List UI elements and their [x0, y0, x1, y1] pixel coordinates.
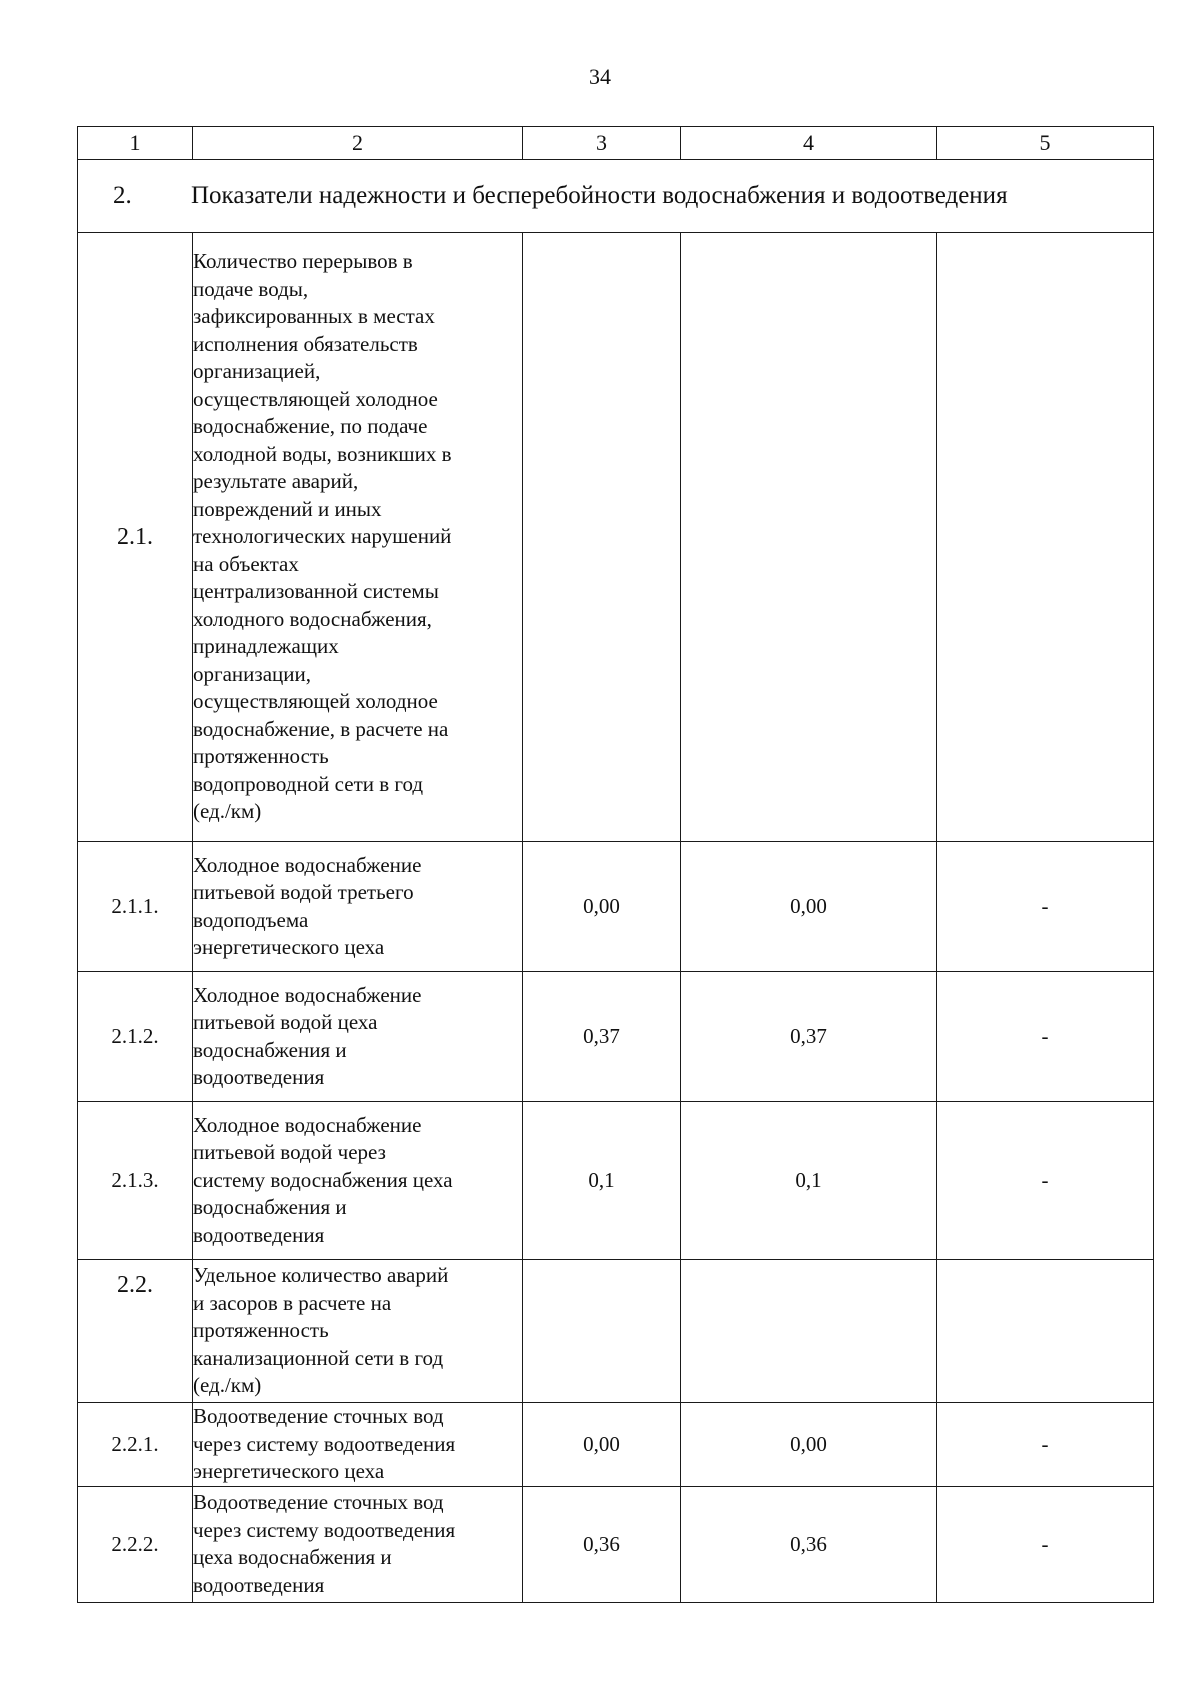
value-col5: - [937, 1403, 1154, 1487]
row-number: 2.1.1. [78, 842, 193, 972]
row-number: 2.2. [78, 1260, 193, 1403]
description-line: (ед./км) [193, 799, 262, 824]
value-col5 [937, 1260, 1154, 1403]
value-col4: 0,1 [681, 1102, 937, 1260]
row-description [193, 1403, 523, 1487]
section-title: Показатели надежности и бесперебойности водоснабжения и водоотведения [191, 182, 1008, 209]
column-number-4: 4 [681, 127, 937, 160]
description-line: (ед./км) [193, 1373, 262, 1398]
value-col4: 0,00 [681, 1403, 937, 1487]
value-col4 [681, 1260, 937, 1403]
table-row [78, 972, 1154, 1102]
description-line: Холодное водоснабжение [193, 982, 422, 1007]
description-line: через систему водоотведения [193, 1431, 456, 1456]
description-line: осуществляющей холодное [193, 386, 438, 411]
row-number: 2.1.3. [78, 1102, 193, 1260]
indicators-table [77, 126, 1154, 1603]
description-line: Удельное количество аварий [193, 1263, 449, 1288]
value-col4: 0,37 [681, 972, 937, 1102]
description-line: Водоотведение сточных вод [193, 1404, 444, 1428]
value-col3 [523, 1260, 681, 1403]
value-col5: - [937, 1486, 1154, 1602]
description-line: водоснабжение, по подаче [193, 414, 428, 439]
row-description [193, 1260, 523, 1403]
description-line: водоотведения [193, 1572, 325, 1597]
table-row [78, 1486, 1154, 1602]
table-row [78, 233, 1154, 842]
table-row [78, 1102, 1154, 1260]
description-line: энергетического цеха [193, 1459, 385, 1483]
description-line: результате аварий, [193, 469, 359, 494]
description-line: систему водоснабжения цеха [193, 1167, 453, 1192]
description-line: Холодное водоснабжение [193, 1112, 422, 1137]
value-col5 [937, 233, 1154, 842]
description-line: холодного водоснабжения, [193, 606, 432, 631]
description-line: Количество перерывов в [193, 249, 413, 274]
description-line: питьевой водой цеха [193, 1010, 378, 1034]
description-line: водоподъема [193, 907, 309, 932]
table-row [78, 1403, 1154, 1487]
description-line: водоснабжения и [193, 1195, 347, 1220]
value-col3 [523, 233, 681, 842]
row-description [193, 1102, 523, 1260]
page-number: 34 [589, 64, 611, 89]
description-line: зафиксированных в местах [193, 304, 435, 329]
value-col3: 0,00 [523, 1403, 681, 1487]
value-col3: 0,37 [523, 972, 681, 1102]
description-line: водоотведения [193, 1065, 325, 1089]
description-line: водоснабжение, в расчете на [193, 716, 449, 741]
description-line: централизованной системы [193, 579, 439, 604]
description-line: протяженность [193, 1318, 329, 1343]
row-description [193, 233, 523, 842]
row-description [193, 972, 523, 1102]
description-line: исполнения обязательств [193, 331, 418, 356]
description-line: осуществляющей холодное [193, 689, 438, 714]
table-row [78, 1260, 1154, 1403]
description-line: Водоотведение сточных вод [193, 1490, 444, 1514]
row-description [193, 1486, 523, 1602]
value-col5: - [937, 972, 1154, 1102]
value-col3: 0,36 [523, 1486, 681, 1602]
row-description [193, 842, 523, 972]
value-col5: - [937, 842, 1154, 972]
description-line: водопроводной сети в год [193, 771, 424, 796]
description-line: организации, [193, 661, 311, 686]
row-number: 2.1. [78, 233, 193, 842]
description-line: цеха водоснабжения и [193, 1545, 392, 1569]
description-line: холодной воды, возникших в [193, 441, 452, 466]
column-number-2: 2 [193, 127, 523, 160]
section-cell [78, 160, 1154, 233]
row-number: 2.2.2. [78, 1486, 193, 1602]
description-line: энергетического цеха [193, 935, 385, 959]
description-line: и засоров в расчете на [193, 1290, 392, 1315]
column-number-row [78, 127, 1154, 160]
description-line: канализационной сети в год [193, 1345, 444, 1370]
value-col5: - [937, 1102, 1154, 1260]
column-number-5: 5 [937, 127, 1154, 160]
description-line: организацией, [193, 359, 321, 384]
description-line: повреждений и иных [193, 496, 382, 521]
column-number-3: 3 [523, 127, 681, 160]
description-line: питьевой водой через [193, 1140, 386, 1165]
value-col3: 0,1 [523, 1102, 681, 1260]
description-line: технологических нарушений [193, 524, 452, 549]
description-line: через систему водоотведения [193, 1517, 456, 1542]
description-line: протяженность [193, 744, 329, 769]
value-col3: 0,00 [523, 842, 681, 972]
value-col4: 0,00 [681, 842, 937, 972]
row-number: 2.2.1. [78, 1403, 193, 1487]
row-number: 2.1.2. [78, 972, 193, 1102]
column-number-1: 1 [78, 127, 193, 160]
description-line: водоснабжения и [193, 1037, 347, 1062]
table-row [78, 842, 1154, 972]
description-line: подаче воды, [193, 276, 309, 301]
section-number: 2. [113, 182, 132, 209]
description-line: водоотведения [193, 1222, 325, 1247]
description-line: питьевой водой третьего [193, 880, 414, 904]
description-line: Холодное водоснабжение [193, 852, 422, 877]
description-line: принадлежащих [193, 634, 339, 659]
value-col4 [681, 233, 937, 842]
section-row [78, 160, 1154, 233]
description-line: на объектах [193, 551, 299, 576]
value-col4: 0,36 [681, 1486, 937, 1602]
